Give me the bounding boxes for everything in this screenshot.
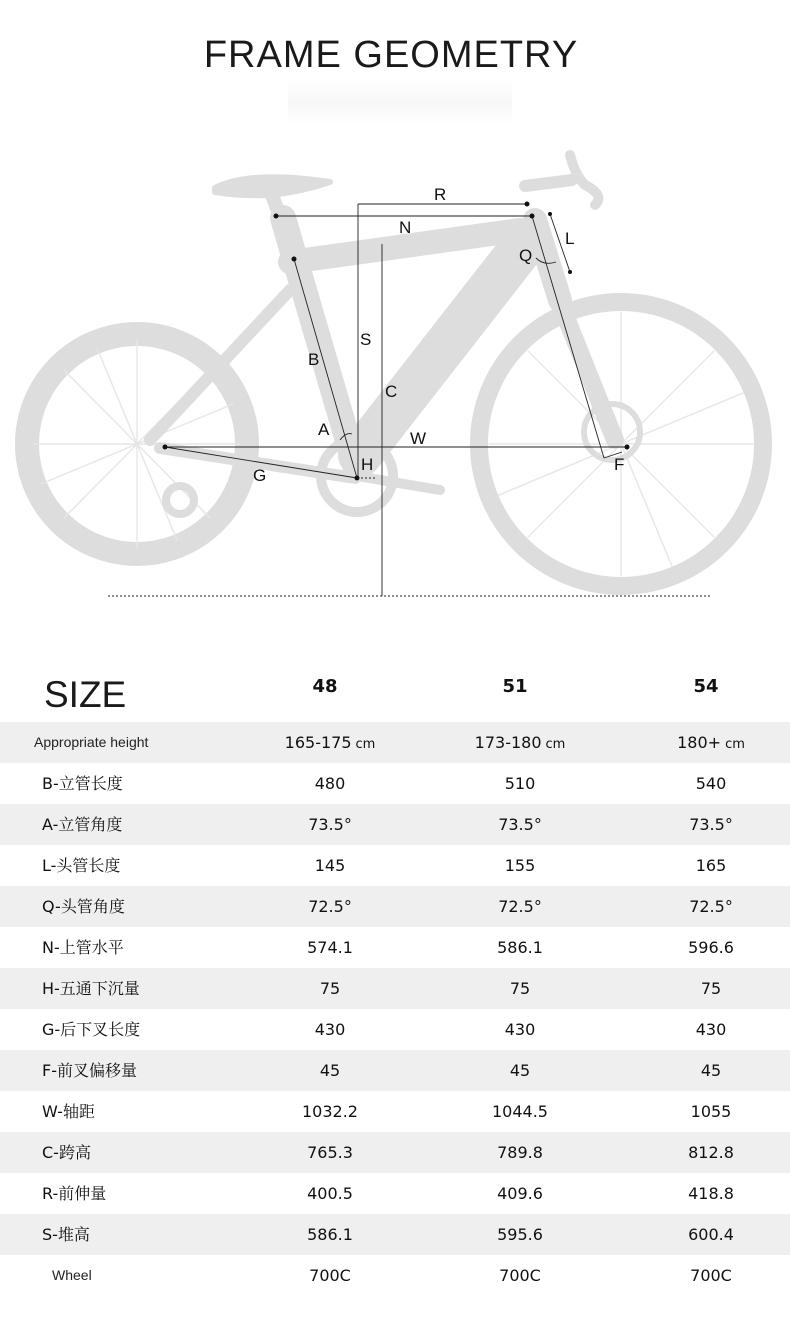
table-row — [0, 927, 790, 968]
size-table — [0, 722, 790, 1296]
cell-value: 700C — [499, 1266, 541, 1285]
rear-derailleur-shape — [166, 486, 194, 514]
cell-value: 73.5° — [308, 815, 352, 834]
row-label: Wheel — [52, 1267, 92, 1283]
row-label: B-立管长度 — [42, 774, 123, 793]
cell-value: 165-175 cm — [284, 733, 376, 752]
head-angle-line — [532, 216, 604, 458]
label-l: L — [565, 229, 575, 248]
table-row — [0, 968, 790, 1009]
unit-label: cm — [725, 737, 745, 752]
row-label: W-轴距 — [42, 1102, 95, 1121]
table-row — [0, 1214, 790, 1255]
label-n: N — [399, 218, 412, 237]
row-label: R-前伸量 — [42, 1184, 107, 1203]
table-row — [0, 804, 790, 845]
cell-value: 540 — [695, 774, 727, 793]
cell-value: 45 — [700, 1061, 722, 1080]
table-row — [0, 886, 790, 927]
seat-stay-shape — [150, 290, 290, 440]
cell-value: 72.5° — [498, 897, 542, 916]
cell-value: 574.1 — [307, 938, 353, 957]
unit-label: cm — [355, 737, 376, 752]
row-label: Q-头管角度 — [42, 897, 125, 916]
cell-value: 480 — [314, 774, 346, 793]
cell-value: 430 — [695, 1020, 727, 1039]
cell-value: 418.8 — [688, 1184, 734, 1203]
row-label: A-立管角度 — [42, 815, 123, 834]
cell-value: 595.6 — [497, 1225, 543, 1244]
stem-shape — [525, 180, 572, 186]
cell-value: 72.5° — [689, 897, 733, 916]
table-row — [0, 722, 790, 763]
row-label: L-头管长度 — [42, 856, 121, 875]
table-row — [0, 1132, 790, 1173]
table-row — [0, 1009, 790, 1050]
cell-value: 409.6 — [497, 1184, 543, 1203]
label-g: G — [253, 466, 267, 485]
table-row — [0, 845, 790, 886]
label-s: S — [360, 330, 372, 349]
label-q: Q — [519, 246, 533, 265]
size-48-header: 48 — [312, 676, 338, 697]
cell-value: 180+ cm — [677, 733, 745, 752]
cell-value: 700C — [309, 1266, 351, 1285]
cell-value: 430 — [504, 1020, 536, 1039]
down-tube-shape — [360, 250, 520, 455]
cell-value: 586.1 — [497, 938, 543, 957]
cell-value: 400.5 — [307, 1184, 353, 1203]
seat-tube-line — [294, 259, 357, 478]
table-row — [0, 1091, 790, 1132]
cell-value: 73.5° — [689, 815, 733, 834]
label-h: H — [361, 455, 374, 474]
cell-value: 72.5° — [308, 897, 352, 916]
size-54-header: 54 — [693, 676, 719, 697]
cell-value: 812.8 — [688, 1143, 734, 1162]
row-label: G-后下叉长度 — [42, 1020, 141, 1039]
row-label: H-五通下沉量 — [42, 979, 140, 998]
cell-value: 765.3 — [307, 1143, 353, 1162]
cell-value: 1032.2 — [302, 1102, 358, 1121]
cell-value: 430 — [314, 1020, 346, 1039]
cell-value: 145 — [314, 856, 346, 875]
row-label: S-堆高 — [42, 1225, 90, 1244]
size-51-header: 51 — [502, 676, 528, 697]
frame-geometry-diagram — [0, 130, 790, 610]
cell-value: 510 — [504, 774, 536, 793]
cell-value: 700C — [690, 1266, 732, 1285]
label-b: B — [308, 350, 320, 369]
table-row — [0, 1255, 790, 1296]
label-w: W — [410, 429, 427, 448]
label-f: F — [614, 455, 625, 474]
saddle-shape — [215, 177, 330, 195]
table-row — [0, 1173, 790, 1214]
row-label: F-前叉偏移量 — [42, 1061, 137, 1080]
bike-silhouette — [27, 155, 763, 586]
row-label: C-跨高 — [42, 1143, 91, 1162]
label-a: A — [318, 420, 330, 439]
label-c: C — [385, 382, 398, 401]
row-label: Appropriate height — [34, 734, 149, 750]
cell-value: 596.6 — [688, 938, 734, 957]
page-title: FRAME GEOMETRY — [203, 34, 579, 76]
cell-value: 45 — [319, 1061, 341, 1080]
cell-value: 1055 — [690, 1102, 732, 1121]
title-underlay — [288, 80, 512, 124]
label-r: R — [434, 185, 447, 204]
cell-value: 155 — [504, 856, 536, 875]
table-row — [0, 1050, 790, 1091]
cell-value: 75 — [700, 979, 722, 998]
row-label: N-上管水平 — [42, 938, 124, 957]
cell-value: 45 — [509, 1061, 531, 1080]
cell-value: 600.4 — [688, 1225, 734, 1244]
size-heading: SIZE — [44, 674, 127, 715]
cell-value: 1044.5 — [492, 1102, 548, 1121]
cell-value: 75 — [509, 979, 531, 998]
cell-value: 586.1 — [307, 1225, 353, 1244]
unit-label: cm — [545, 737, 566, 752]
table-row — [0, 763, 790, 804]
cell-value: 73.5° — [498, 815, 542, 834]
cell-value: 173-180 cm — [474, 733, 566, 752]
cell-value: 789.8 — [497, 1143, 543, 1162]
cell-value: 165 — [695, 856, 727, 875]
cell-value: 75 — [319, 979, 341, 998]
